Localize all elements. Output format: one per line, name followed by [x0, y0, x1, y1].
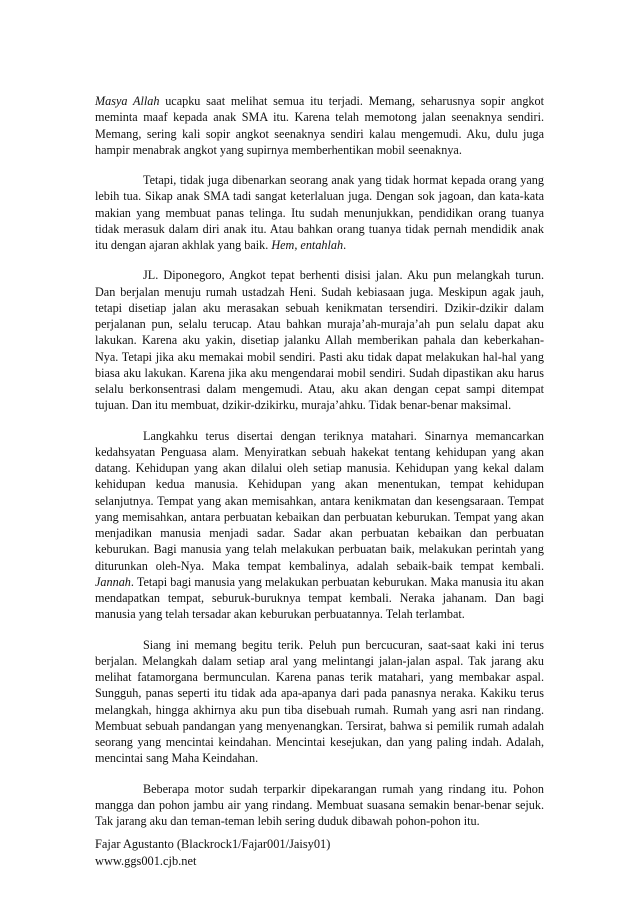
paragraph — [95, 428, 544, 623]
italic-phrase: Hem, entahlah — [271, 238, 344, 252]
paragraph-text: . — [343, 238, 347, 252]
paragraph-text: Tetapi, tidak juga dibenarkan seorang anak yang tidak hormat kepada orang yang lebih tua. Sikap anak SMA tadi sangat keterlaluan juga. Dengan sok jagoan, dan kata-kata makian yang membuat panas telinga. Itu sudah menunjukkan, pendidikan orang tuanya tidak merasuk dalam diri anak itu. Atau bahkan orang tuanya tidak pernah mendidik anak itu dengan ajaran akhlak yang baik. — [95, 173, 544, 252]
paragraph-text: ucapku saat melihat semua itu terjadi. Memang, seharusnya sopir angkot meminta maaf kepada anak SMA itu. Karena telah memotong jalan seenaknya sendiri. Memang, sering kali sopir angkot seenaknya sendiri kalau mengemudi. Aku, dulu juga hampir menabrak angkot yang supirnya memberhentikan mobil seenaknya. — [95, 94, 544, 157]
italic-phrase: Masya Allah — [95, 94, 160, 108]
page-footer — [95, 836, 330, 869]
paragraph — [95, 637, 544, 767]
paragraph-text: . Tetapi bagi manusia yang melakukan perbuatan keburukan. Maka manusia itu akan mendapatkan tempat, seburuk-buruknya tempat kembali. Neraka jahanam. Dan bagi manusia yang telah tersadar akan keburukan perbuatannya. Telah terlambat. — [95, 574, 544, 622]
paragraph — [95, 781, 544, 830]
paragraph — [95, 172, 544, 253]
paragraph-text: Siang ini memang begitu terik. Peluh pun bercucuran, saat-saat kaki ini terus berjalan. Melangkah dalam setiap aral yang melintangi jalan-jalan aspal. Tak jarang aku melihat fatamorgana bermunculan. Karena panas terik matahari, yang membakar aspal. Sungguh, panas seperti itu tidak ada apa-apanya dari pada panasnya neraka. Kakiku terus melangkah, hingga akhirnya aku pun tiba disebuah rumah. Rumah yang asri nan rindang. Membuat sebuah pandangan yang menyenangkan. Tersirat, bahwa si pemilik rumah adalah seorang yang mencintai keindahan. Mencintai kesejukan, dan yang paling indah. Adalah, mencintai sang Maha Keindahan. — [95, 637, 544, 766]
paragraph — [95, 93, 544, 158]
paragraph-text: Langkahku terus disertai dengan teriknya matahari. Sinarnya memancarkan kedahsyatan Penguasa alam. Menyiratkan sebuah hakekat tentang kehidupan yang akan datang. Kehidupan yang akan dilalui oleh setiap manusia. Kehidupan yang kekal dalam kehidupan kedua manusia. Kehidupan yang akan menentukan, tempat kehidupan selanjutnya. Tempat yang akan memisahkan, antara kenikmatan dan kesengsaraan. Tempat yang memisahkan, antara perbuatan kebaikan dan perbuatan keburukan. Tempat yang akan menjadikan manusia menjadi sadar. Sadar akan perbuatan kebaikan dan perbuatan keburukan. Bagi manusia yang telah melakukan perbuatan baik, melakukan perintah yang diturunkan oleh-Nya. Maka tempat kembalinya, adalah sebaik-baik tempat kembali. — [95, 428, 544, 573]
italic-phrase: Jannah — [95, 574, 131, 589]
footer-author: Fajar Agustanto (Blackrock1/Fajar001/Jaisy01) — [95, 837, 331, 851]
footer-website: www.ggs001.cjb.net — [95, 853, 197, 868]
paragraph-text: JL. Diponegoro, Angkot tepat berhenti disisi jalan. Aku pun melangkah turun. Dan berjalan menuju rumah ustadzah Heni. Sudah kebiasaan juga. Meskipun agak jauh, tetapi disetiap jalan aku merasakan sebuah kenikmatan tersendiri. Dzikir-dzikir dalam perjalanan pun, selalu terucap. Atau bahkan muraja’ah-muraja’ah pun selalu dapat aku lakukan. Karena aku yakin, disetiap jalanku Allah memberikan pahala dan keberkahan-Nya. Tetapi jika aku memakai mobil sendiri. Pasti aku tidak dapat melakukan hal-hal yang biasa aku lakukan. Karena jika aku mengendarai mobil sendiri. Sudah dipastikan aku harus selalu berkonsentrasi dalam mengemudi. Atau, aku akan dengan cepat sampi ditempat tujuan. Dan itu membuat, dzikir-dzikirku, muraja’ahku. Tidak benar-benar maksimal. — [95, 268, 544, 413]
body-text — [95, 93, 544, 843]
paragraph — [95, 267, 544, 413]
paragraph-text: Beberapa motor sudah terparkir dipekarangan rumah yang rindang itu. Pohon mangga dan pohon jambu air yang rindang. Membuat suasana semakin benar-benar sejuk. Tak jarang aku dan teman-teman lebih sering duduk dibawah pohon-pohon itu. — [95, 781, 544, 828]
